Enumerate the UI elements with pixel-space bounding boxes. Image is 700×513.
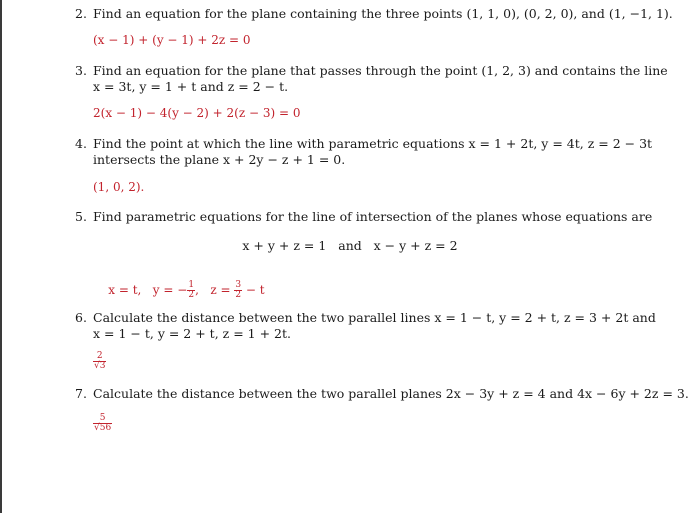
fraction-numerator: 2 xyxy=(93,352,106,362)
problem-text: Find the point at which the line with parametric equations x = 1 + 2t, y = 4t, z = 2 − 3t xyxy=(93,136,653,151)
answer-part: , z = xyxy=(195,283,231,297)
answer-part: x = t, y = − xyxy=(108,283,188,297)
fraction-numerator: 5 xyxy=(93,414,112,424)
problem-number: 6. xyxy=(75,310,87,325)
fraction xyxy=(187,281,195,300)
fraction xyxy=(93,352,106,371)
problem-text-continued: x = 3t, y = 1 + t and z = 2 − t. xyxy=(93,79,289,94)
fraction-numerator: 3 xyxy=(235,280,242,290)
answer-3: 2(x − 1) − 4(y − 2) + 2(z − 3) = 0 xyxy=(93,106,301,120)
problem-number: 2. xyxy=(75,6,87,21)
fraction xyxy=(93,414,112,433)
problem-text: Calculate the distance between the two parallel lines x = 1 − t, y = 2 + t, z = 3 + 2t and xyxy=(93,310,656,325)
problem-number: 5. xyxy=(75,209,87,224)
fraction-denominator: √56 xyxy=(94,423,112,433)
answer-part: − t xyxy=(245,283,265,297)
plane-equations: x + y + z = 1 and x − y + z = 2 xyxy=(242,238,458,253)
problem-3 xyxy=(75,63,668,79)
answer-7 xyxy=(93,414,112,433)
answer-2: (x − 1) + (y − 1) + 2z = 0 xyxy=(93,33,251,47)
problem-number: 7. xyxy=(75,386,87,401)
problem-text: Find an equation for the plane that passes through the point (1, 2, 3) and contains the line xyxy=(93,63,668,78)
problem-2 xyxy=(75,6,673,22)
problem-number: 3. xyxy=(75,63,87,78)
problem-text: Calculate the distance between the two parallel planes 2x − 3y + z = 4 and 4x − 6y + 2z = 3. xyxy=(93,386,689,401)
problem-text-continued: intersects the plane x + 2y − z + 1 = 0. xyxy=(93,152,346,167)
fraction-denominator: √3 xyxy=(94,361,106,371)
fraction xyxy=(234,281,242,300)
problem-7 xyxy=(75,386,689,402)
problem-text: Find an equation for the plane containing the three points (1, 1, 0), (0, 2, 0), and (1, −1, 1). xyxy=(93,6,673,21)
problem-number: 4. xyxy=(75,136,87,151)
fraction-denominator: 2 xyxy=(188,290,195,300)
problem-5 xyxy=(75,209,652,225)
problem-4 xyxy=(75,136,652,152)
fraction-numerator: 1 xyxy=(188,280,195,290)
answer-5 xyxy=(93,266,265,315)
fraction-denominator: 2 xyxy=(235,290,242,300)
problem-text-continued: x = 1 − t, y = 2 + t, z = 1 + 2t. xyxy=(93,326,291,341)
answer-6 xyxy=(93,352,106,371)
answer-4: (1, 0, 2). xyxy=(93,180,145,194)
problem-6 xyxy=(75,310,656,326)
problem-text: Find parametric equations for the line of intersection of the planes whose equations are xyxy=(93,209,653,224)
